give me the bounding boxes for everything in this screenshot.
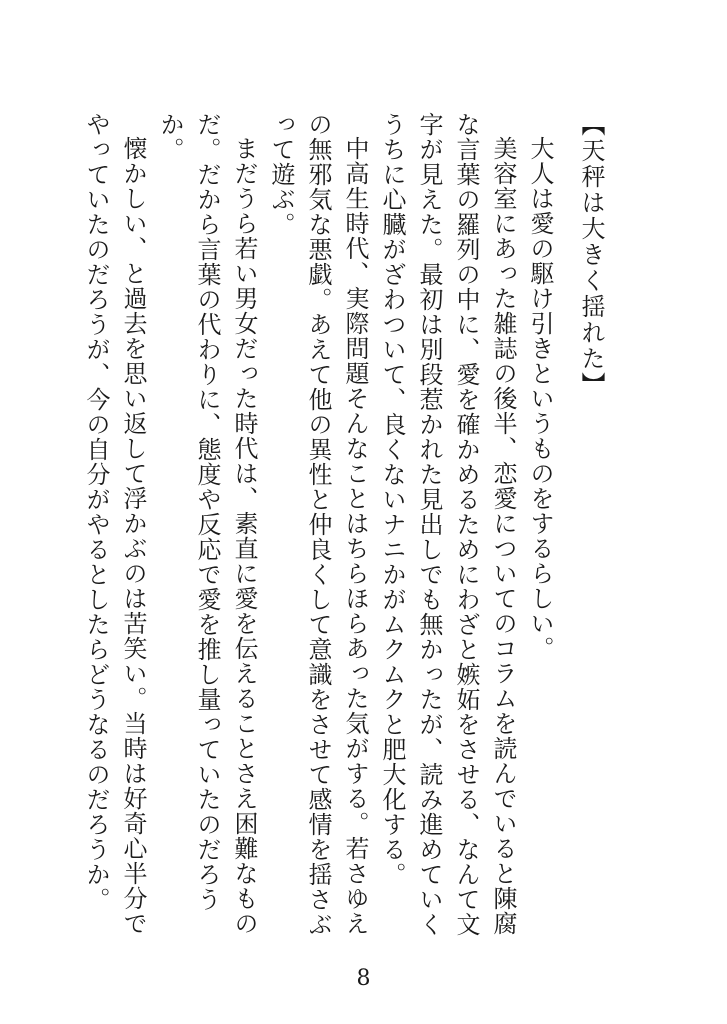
paragraph-1: 大人は愛の駆け引きというものをするらしい。 <box>526 136 554 661</box>
page-number: 8 <box>356 966 371 991</box>
paragraph-4: まだうら若い男女だった時代は、素直に愛を伝えることさえ困難なものだ。だから言葉の代わりに、態度や反応で愛を推し量っていたのだろうか。 <box>156 112 258 936</box>
paragraph-2: 美容室にあった雑誌の後半、恋愛についてのコラムを読んでいると陳腐な言葉の羅列の中に、愛を確かめるためにわざと嫉妬をさせる、なんて文字が見えた。最初は別段惹かれた見出しでも無かったが、読み進めていくうちに心臓がざわついて、良くないナニかがムクムクと肥大化する。 <box>378 112 517 937</box>
vertical-text-body <box>82 112 609 957</box>
chapter-title: 【天秤は大きく揺れた】 <box>577 112 605 398</box>
paragraph-5: 懐かしい、と過去を思い返して浮かぶのは苦笑い。当時は好奇心半分でやっていたのだろうが、今の自分がやるとしたらどうなるのだろうか。 <box>82 112 147 936</box>
paragraph-3: 中高生時代、実際問題そんなことはちらほらあった気がする。若さゆえの無邪気な悪戯。あえて他の異性と仲良くして意識をさせて感情を揺さぶって遊ぶ。 <box>267 112 369 937</box>
